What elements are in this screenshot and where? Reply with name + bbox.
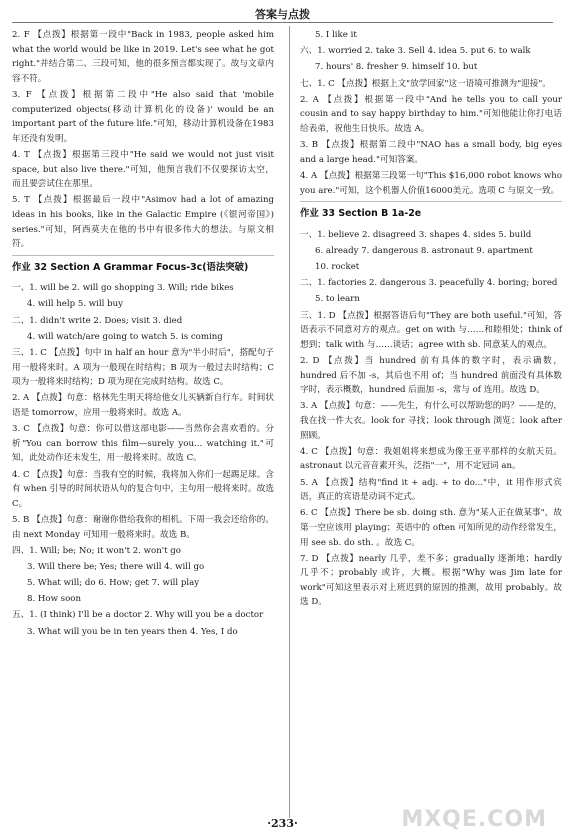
- answer-paragraph: 一、1. believe 2. disagreed 3. shapes 4. sides 5. build: [300, 229, 532, 240]
- answer-paragraph: 二、1. didn't write 2. Does; visit 3. died: [12, 315, 183, 326]
- answer-paragraph: 一、1. will be 2. will go shopping 3. Will; ride bikes: [12, 283, 234, 294]
- answer-paragraph: 三、1. C 【点拨】句中 in half an hour 意为"半小时后"，搭配句子用一般将来时。A 项为一般现在时结构；B 项为一般过去时结构；C 项为一般将来时结构；D 项为现在完成时结构。故选 C。: [12, 348, 274, 388]
- section-heading: 作业 32 Section A Grammar Focus-3c(语法突破): [12, 261, 249, 273]
- section-rule: [300, 201, 562, 202]
- answer-paragraph: 4. A 【点拨】根据第三段第一句"This $16,000 robot knows who you are."可知，这个机器人价值16000美元。选项 C 与原文一致。: [300, 170, 562, 196]
- answer-paragraph: 4. will help 5. will buy: [27, 299, 124, 310]
- answer-paragraph: 3. C 【点拨】句意：你可以借这部电影——当然你会喜欢看的。分析"You can borrow this film—surely you... watching it."可知，此处动作还未发生，用一般将来时。故选 C。: [12, 424, 274, 464]
- answer-paragraph: 8. How soon: [27, 594, 81, 605]
- answer-paragraph: 3. B 【点拨】根据第二段中"NAO has a small body, big eyes and a large head."可知答案。: [300, 140, 562, 165]
- answer-paragraph: 5. A 【点拨】结构"find it + adj. + to do..."中，it 用作形式宾语，真正的宾语是动词不定式。: [300, 477, 562, 503]
- answer-paragraph: 3. A 【点拨】句意：——先生，有什么可以帮助您的吗？——是的，我在找一件大衣。look for 寻找；look through 浏览；look after 照顾。: [300, 401, 562, 441]
- left-column: [12, 28, 274, 641]
- watermark: MXQE.COM: [401, 807, 547, 832]
- answer-paragraph: 10. rocket: [315, 262, 360, 273]
- answer-paragraph: 4. will watch/are going to watch 5. is coming: [27, 331, 223, 342]
- answer-paragraph: 4. C 【点拨】句意：我姐姐将来想成为像王亚平那样的女航天员。astronaut 以元音音素开头，泛指"一"，用不定冠词 an。: [300, 446, 562, 472]
- column-divider: [289, 26, 290, 818]
- answer-paragraph: 6. C 【点拨】There be sb. doing sth. 意为"某人正在做某事"，故第一空应该用 playing；英语中的 often 可知所见的动作经常发生，用 see sb. do sth. 。故选 C。: [300, 508, 562, 548]
- answer-paragraph: 二、1. factories 2. dangerous 3. peacefully 4. boring; bored: [300, 278, 558, 289]
- answer-paragraph: 5. I like it: [315, 30, 357, 40]
- section-rule: [12, 255, 274, 256]
- answer-paragraph: 6. already 7. dangerous 8. astronaut 9. apartment: [315, 245, 533, 256]
- answer-paragraph: 3. F 【点拨】根据第二段中"He also said that 'mobile computerized objects(移动计算机化的设备)' would be an important part of the future life."可知，移动计算机设备在1983年还没有发明。: [12, 89, 274, 144]
- answer-paragraph: 四、1. Will; be; No; it won't 2. won't go: [12, 545, 181, 556]
- answer-paragraph: 2. A 【点拨】根据第一段中"And he tells you to call your cousin and to say happy birthday to him."可知他能让你打电话给表弟，祝他生日快乐。故选 A。: [300, 94, 562, 134]
- answer-paragraph: 5. What will; do 6. How; get 7. will play: [27, 578, 200, 589]
- page-title: 答案与点拨: [255, 8, 310, 21]
- answer-paragraph: 3. What will you be in ten years then 4. Yes, I do: [27, 626, 238, 637]
- answer-paragraph: 5. B 【点拨】句意：谢谢你借给我你的相机。下周一我会还给你的。由 next Monday 可知用一般将来时。故选 B。: [12, 514, 274, 540]
- title-rule: [12, 22, 553, 23]
- answer-paragraph: 4. T 【点拨】根据第三段中"He said we would not just visit space, but also live there."可知，他预言我们不仅要探访太空，而且要尝试住在那里。: [12, 149, 274, 190]
- page-number: ·233·: [267, 817, 298, 830]
- right-column: [300, 28, 562, 612]
- answer-paragraph: 7. hours' 8. fresher 9. himself 10. but: [315, 62, 478, 73]
- answer-paragraph: 六、1. worried 2. take 3. Sell 4. idea 5. put 6. to walk: [300, 46, 531, 57]
- answer-paragraph: 2. F 【点拨】根据第一段中"Back in 1983, people asked him what the world would be like in 2019. Let's see what he got right."并结合第二、三段可知，他的很多预言都实现了。故与文章内容不符。: [12, 30, 274, 84]
- section-heading: 作业 33 Section B 1a-2e: [300, 208, 422, 220]
- answer-paragraph: 4. C 【点拨】句意：当我有空的时候，我将加入你们一起踢足球。含有 when 引导的时间状语从句的复合句中，主句用一般将来时。故选 C。: [12, 469, 274, 509]
- answer-paragraph: 五、1. (I think) I'll be a doctor 2. Why will you be a doctor: [12, 610, 264, 621]
- answer-paragraph: 2. D 【点拨】当 hundred 前有具体的数字时，表示确数，hundred 后不加 -s，其后也不用 of；当 hundred 前面没有具体数字时，表示概数，hundred 后面加 -s，常与 of 连用。故选 D。: [300, 356, 562, 396]
- answer-paragraph: 5. T 【点拨】根据最后一段中"Asimov had a lot of amazing ideas in his books, like in the Galactic Empire (《银河帝国》) series."可知，阿西莫夫在他的书中有很多伟大的想法。与原文相符。: [12, 195, 274, 250]
- answer-paragraph: 7. D 【点拨】nearly 几乎，差不多；gradually 逐渐地；hardly 几乎不；probably 或许，大概。根据"Why was Jim late for work"可知这里表示对上班迟到的原因的推测，故用 probably。故选 D。: [300, 553, 562, 608]
- answer-paragraph: 5. to learn: [315, 294, 360, 305]
- answer-paragraph: 3. Will there be; Yes; there will 4. will go: [27, 561, 205, 572]
- answer-paragraph: 三、1. D 【点拨】根据答语后句"They are both useful."可知，答语表示不同意对方的观点。get on with 与……和睦相处；think of 想到；talk with 与……谈话；agree with sb. 同意某人的观点。: [300, 310, 562, 350]
- answer-paragraph: 2. A 【点拨】句意：格林先生明天将给他女儿买辆新自行车。时间状语是 tomorrow，应用一般将来时。故选 A。: [12, 393, 274, 418]
- answer-paragraph: 七、1. C 【点拨】根据上文"放学回家"这一语境可推测为"迎接"。: [300, 78, 551, 89]
